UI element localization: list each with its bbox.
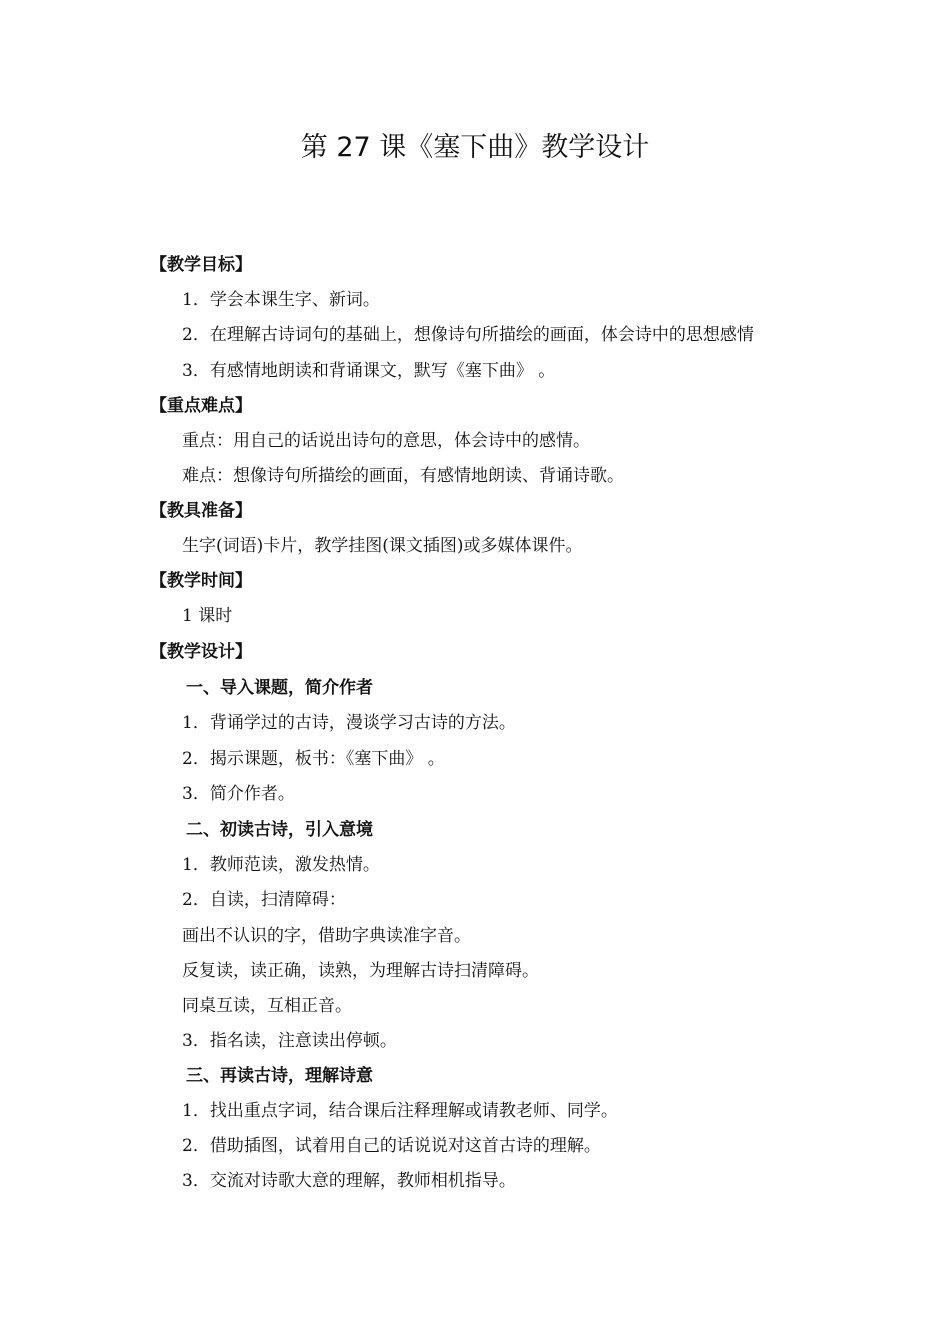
design-part-2-item-5: 同桌互读，互相正音。 (182, 996, 352, 1016)
goal-item-3: 3．有感情地朗读和背诵课文，默写《塞下曲》 。 (182, 361, 556, 381)
section-heading-goals: 【教学目标】 (150, 255, 252, 275)
design-part-2-item-2: 2．自读，扫清障碍： (182, 890, 346, 910)
time-item: 1 课时 (182, 606, 233, 626)
design-part-3-item-1: 1．找出重点字词，结合课后注释理解或请教老师、同学。 (182, 1101, 618, 1121)
goal-item-2: 2．在理解古诗词句的基础上，想像诗句所描绘的画面，体会诗中的思想感情 (182, 325, 754, 345)
design-part-3-item-2: 2．借助插图，试着用自己的话说说对这首古诗的理解。 (182, 1136, 601, 1156)
section-heading-time: 【教学时间】 (150, 571, 252, 591)
design-part-2-item-1: 1．教师范读，激发热情。 (182, 855, 380, 875)
design-part-1-item-1: 1．背诵学过的古诗，漫谈学习古诗的方法。 (182, 713, 516, 733)
key-point-item: 重点：用自己的话说出诗句的意思，体会诗中的感情。 (182, 431, 590, 451)
document-title: 第 27 课《塞下曲》教学设计 (300, 132, 650, 163)
design-part-2-item-6: 3．指名读，注意读出停顿。 (182, 1031, 397, 1051)
materials-item: 生字(词语)卡片，教学挂图(课文插图)或多媒体课件。 (182, 536, 583, 556)
design-part-2-item-3: 画出不认识的字，借助字典读准字音。 (182, 926, 471, 946)
design-part-1-item-3: 3．简介作者。 (182, 784, 295, 804)
section-heading-key-points: 【重点难点】 (150, 396, 252, 416)
design-part-heading-3: 三、再读古诗，理解诗意 (186, 1066, 373, 1086)
difficulty-item: 难点：想像诗句所描绘的画面，有感情地朗读、背诵诗歌。 (182, 466, 624, 486)
design-part-heading-2: 二、初读古诗，引入意境 (186, 820, 373, 840)
section-heading-materials: 【教具准备】 (150, 501, 252, 521)
design-part-heading-1: 一、导入课题，简介作者 (186, 678, 373, 698)
design-part-3-item-3: 3．交流对诗歌大意的理解，教师相机指导。 (182, 1171, 516, 1191)
section-heading-design: 【教学设计】 (150, 642, 252, 662)
goal-item-1: 1．学会本课生字、新词。 (182, 290, 380, 310)
design-part-1-item-2: 2．揭示课题，板书：《塞下曲》 。 (182, 749, 445, 769)
design-part-2-item-4: 反复读，读正确，读熟，为理解古诗扫清障碍。 (182, 961, 539, 981)
